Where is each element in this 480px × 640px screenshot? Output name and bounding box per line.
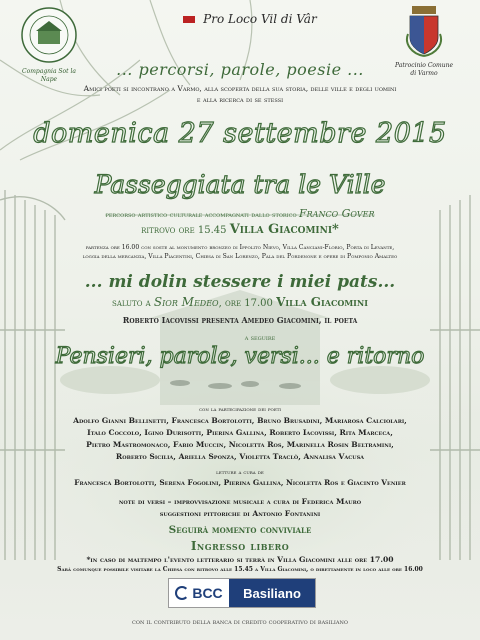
convivial-line: Seguirà momento conviviale [168, 524, 312, 536]
free-entry: Ingresso libero [190, 539, 290, 553]
meeting-time: ritrovo ore 15.45 [141, 225, 227, 236]
pro-loco-label: Pro Loco Vil di Vâr [203, 12, 317, 26]
intro-line-1: Amici poeti si incontrano a Varmo, alla scoperta della sua storia, delle ville e degli uomini [83, 84, 397, 93]
visit-note: Sarà comunque possibile visitare la Chiesa con ritrovo alle 15.45 a Villa Giacomini, o direttamente in loco alle ore 16.00 [57, 566, 423, 573]
coat-of-arms-icon [404, 4, 444, 58]
tagline: ... percorsi, parole, poesie ... [116, 60, 364, 79]
walk-subtitle-text: percorso artistico culturale accompagnati dallo storico [105, 210, 297, 219]
company-logo-emblem-icon [20, 6, 78, 64]
a-seguire: a seguire [244, 334, 276, 342]
participants-heading: con la partecipazione dei poeti [198, 405, 281, 413]
greeting-time: , ore 17.00 [218, 298, 273, 309]
music-line: note di versi – improvvisazione musicale a cura di Federica Mauro [118, 497, 362, 506]
greeting-line [0, 295, 480, 309]
participants-line-4: Roberto Sicilia, Ariella Sponza, Violetta Traclò, Annalisa Vacusa [115, 452, 365, 461]
participants-line-3: Pietro Mastromonaco, Fabio Muccin, Nicoletta Ros, Marinella Rosin Beltramini, [86, 440, 394, 449]
walk-subtitle [0, 207, 480, 220]
event-date: domenica 27 settembre 2015 [33, 118, 447, 149]
bcc-label: BCC [192, 585, 223, 601]
participants-line-2: Italo Coccolo, Igino Durisotti, Pierina Gallina, Roberto Iacovissi, Rita Marceca, [87, 428, 393, 437]
intro-line-2: e alla ricerca di se stessi [196, 95, 284, 104]
weather-note: *in caso di maltempo l'evento letterario si terrà in Villa Giacomini alle ore 17.00 [86, 555, 394, 564]
company-logo-caption: Compagnia Sot la Nape [22, 68, 76, 83]
meeting-line [0, 222, 480, 237]
sponsor-logo [168, 578, 316, 608]
footer-credit: con il contributo della banca di credito cooperativo di basiliano [132, 618, 348, 626]
pro-loco-header [140, 12, 360, 26]
bcc-icon [175, 586, 189, 600]
presenter-line: Roberto Iacovissi presenta Amedeo Giacomini, il poeta [122, 315, 358, 325]
readings-heading: letture a cura de [216, 468, 264, 476]
walk-title: Passeggiata tra le Ville [94, 170, 386, 199]
poem-title: ... mi dolin stessere i miei pats... [84, 272, 396, 292]
municipality-logo-caption: Patrocinio Comune di Varmo [395, 62, 453, 77]
route-line-2: loggia della mercanzia, Villa Piacentini, Chiesa di San Lorenzo, Pala del Pordenone e opere di Pomponio Amalteo [82, 253, 398, 260]
art-line: suggestioni pittoriche di Antonio Fontanini [159, 509, 321, 518]
sponsor-name: Basiliano [229, 579, 315, 607]
greeting-name: Sior Medeo [153, 295, 219, 309]
route-line-1: partenza ore 16.00 con soste al monumento bronzeo di Ippolito Nievo, Villa Canciani-Florio, Porta di Levante, [85, 244, 395, 251]
meeting-place: Villa Giacomini* [229, 222, 339, 237]
evening-title: Pensieri, parole, versi... e ritorno [55, 344, 425, 369]
flag-icon [183, 16, 195, 23]
participants-line-1: Adolfo Gianni Bellinetti, Francesca Bortolotti, Bruno Brusadini, Mariarosa Calciolari, [73, 416, 407, 425]
bcc-mark [169, 579, 229, 607]
greeting-prefix: saluto a [112, 298, 151, 309]
readings-names: Francesca Bortolotti, Serena Fogolini, Pierina Gallina, Nicoletta Ros e Giacinto Venier [74, 478, 406, 487]
greeting-place: Villa Giacomini [276, 295, 368, 309]
historian-name: Franco Gover [299, 207, 375, 220]
